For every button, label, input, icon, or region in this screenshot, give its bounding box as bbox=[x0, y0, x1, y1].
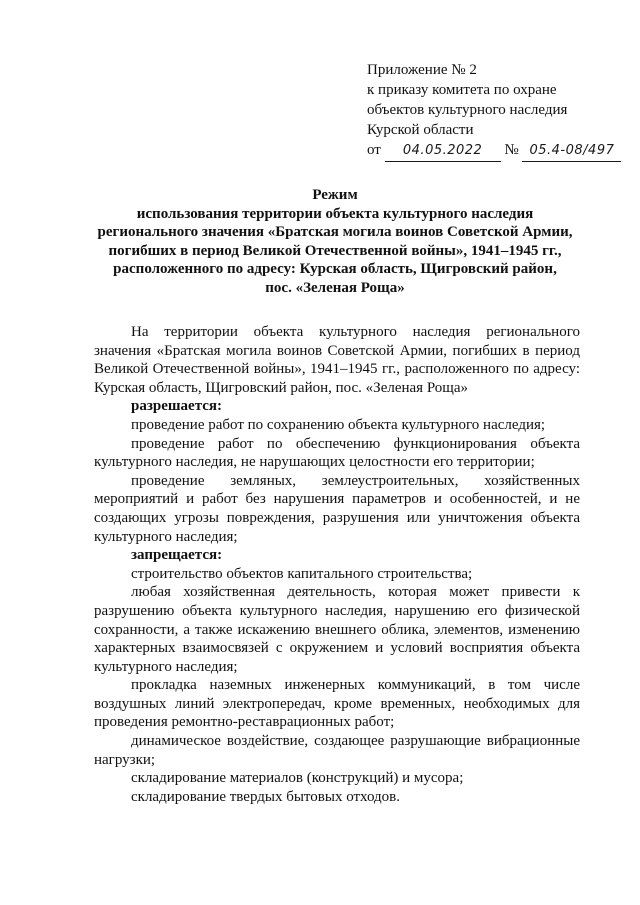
number-sign: № bbox=[504, 142, 519, 158]
allowed-item: проведение работ по сохранению объекта культурного наследия; bbox=[131, 416, 546, 433]
title-line-2: использования территории объекта культурного наследия bbox=[136, 205, 534, 222]
appendix-header bbox=[367, 60, 627, 162]
forbidden-item: складирование твердых бытовых отходов. bbox=[131, 788, 401, 805]
title-line-6: пос. «Зеленая Роща» bbox=[265, 279, 405, 296]
title-line-1: Режим bbox=[312, 187, 358, 203]
title-line-3: регионального значения «Братская могила воинов Советской Армии, bbox=[97, 224, 573, 240]
committee-name: объектов культурного наследия bbox=[367, 102, 568, 118]
forbidden-item: строительство объектов капитального строительства; bbox=[131, 565, 473, 582]
handwritten-number: 05.4-08/497 bbox=[522, 141, 621, 162]
forbidden-heading: запрещается: bbox=[131, 547, 223, 564]
order-reference: к приказу комитета по охране bbox=[367, 82, 557, 98]
document-title bbox=[75, 186, 595, 297]
region-name: Курской области bbox=[367, 122, 474, 138]
forbidden-item: динамическое воздействие, создающее разрушающие вибрационные нагрузки; bbox=[94, 733, 580, 768]
appendix-number: Приложение № 2 bbox=[367, 62, 477, 78]
allowed-item: проведение земляных, землеустроительных, хозяйственных мероприятий и работ без нарушения параметров и особенностей, и не создающих угрозы повреждения, разрушения или уничтожения объекта культурного наследия; bbox=[94, 472, 580, 545]
title-line-4: погибших в период Великой Отечественной войны», 1941–1945 гг., bbox=[108, 242, 562, 259]
order-date-number bbox=[367, 140, 627, 162]
from-prefix: от bbox=[367, 142, 381, 158]
allowed-heading: разрешается: bbox=[131, 398, 223, 415]
forbidden-item: любая хозяйственная деятельность, которая может привести к разрушению объекта культурного наследия, нарушению его физической сохранности, а также искажению внешнего облика, элементов, изменению характерных взаимосвязей с окружением и условий восприятия объекта культурного наследия; bbox=[94, 584, 580, 675]
allowed-item: проведение работ по обеспечению функционирования объекта культурного наследия, не нарушающих целостности его территории; bbox=[94, 435, 580, 471]
title-line-5: расположенного по адресу: Курская область, Щигровский район, bbox=[113, 261, 557, 277]
handwritten-date: 04.05.2022 bbox=[385, 141, 501, 162]
document-body bbox=[94, 323, 580, 806]
forbidden-item: прокладка наземных инженерных коммуникаций, в том числе воздушных линий электропередач, кроме временных, необходимых для проведения ремонтно-реставрационных работ; bbox=[94, 677, 580, 731]
forbidden-item: складирование материалов (конструкций) и мусора; bbox=[131, 770, 464, 787]
intro-paragraph: На территории объекта культурного наследия регионального значения «Братская могила воинов Советской Армии, погибших в период Великой Отечественной войны», 1941–1945 гг., расположенного по адресу: Курская область, Щигровский район, пос. «Зеленая Роща» bbox=[94, 324, 580, 396]
